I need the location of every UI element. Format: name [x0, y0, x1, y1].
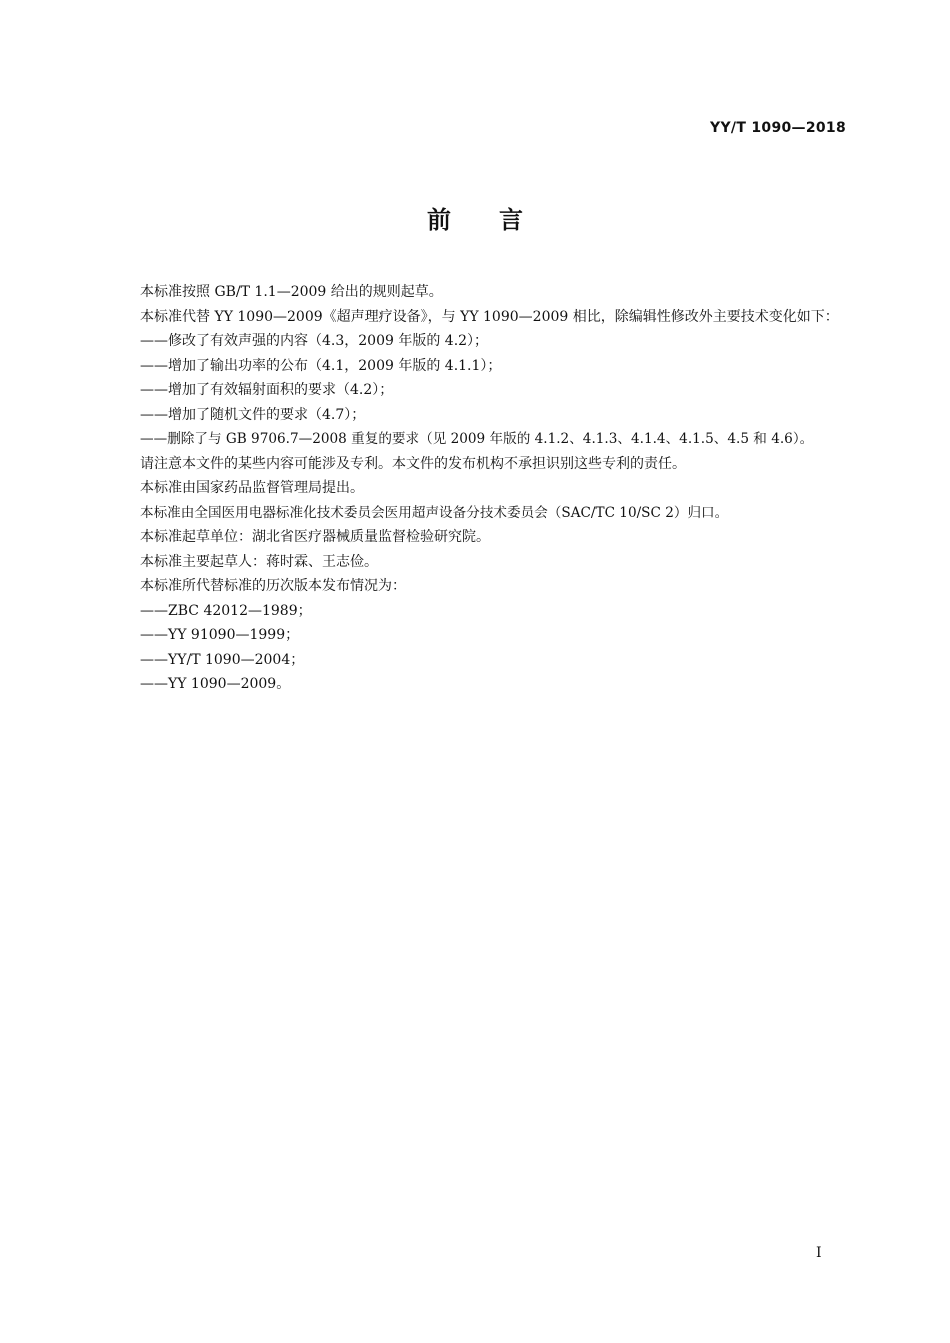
page-title: 前言 — [427, 206, 571, 234]
paragraph-history-intro: 本标准所代替标准的历次版本发布情况为： — [140, 578, 406, 594]
history-item: ——YY 1090—2009。 — [140, 676, 291, 692]
standard-code: YY/T 1090—2018 — [710, 120, 846, 136]
paragraph-patent-notice: 请注意本文件的某些内容可能涉及专利。本文件的发布机构不承担识别这些专利的责任。 — [140, 455, 686, 472]
paragraph-drafting-rule: 本标准按照 GB/T 1.1—2009 给出的规则起草。 — [140, 284, 443, 300]
paragraph-drafting-unit: 本标准起草单位：湖北省医疗器械质量监督检验研究院。 — [140, 529, 490, 545]
paragraph-centralized-by: 本标准由全国医用电器标准化技术委员会医用超声设备分技术委员会（SAC/TC 10/SC 2）归口。 — [140, 504, 729, 521]
paragraph-proposed-by: 本标准由国家药品监督管理局提出。 — [140, 480, 364, 496]
page-number: I — [816, 1245, 822, 1261]
change-item: ——增加了有效辐射面积的要求（4.2）； — [140, 382, 394, 398]
paragraph-drafters: 本标准主要起草人：蒋时霖、王志俭。 — [140, 553, 378, 570]
history-item: ——ZBC 42012—1989； — [140, 602, 312, 619]
change-item: ——增加了输出功率的公布（4.1，2009 年版的 4.1.1）； — [140, 357, 502, 374]
history-item: ——YY 91090—1999； — [140, 627, 300, 643]
history-item: ——YY/T 1090—2004； — [140, 651, 305, 668]
paragraph-replacement: 本标准代替 YY 1090—2009《超声理疗设备》，与 YY 1090—2009 相比，除编辑性修改外主要技术变化如下： — [140, 308, 839, 325]
change-item: ——增加了随机文件的要求（4.7）； — [140, 406, 366, 423]
change-item: ——修改了有效声强的内容（4.3，2009 年版的 4.2）； — [140, 333, 489, 349]
change-item: ——删除了与 GB 9706.7—2008 重复的要求（见 2009 年版的 4.1.2、4.1.3、4.1.4、4.1.5、4.5 和 4.6）。 — [140, 431, 814, 447]
foreword-body — [140, 280, 848, 697]
